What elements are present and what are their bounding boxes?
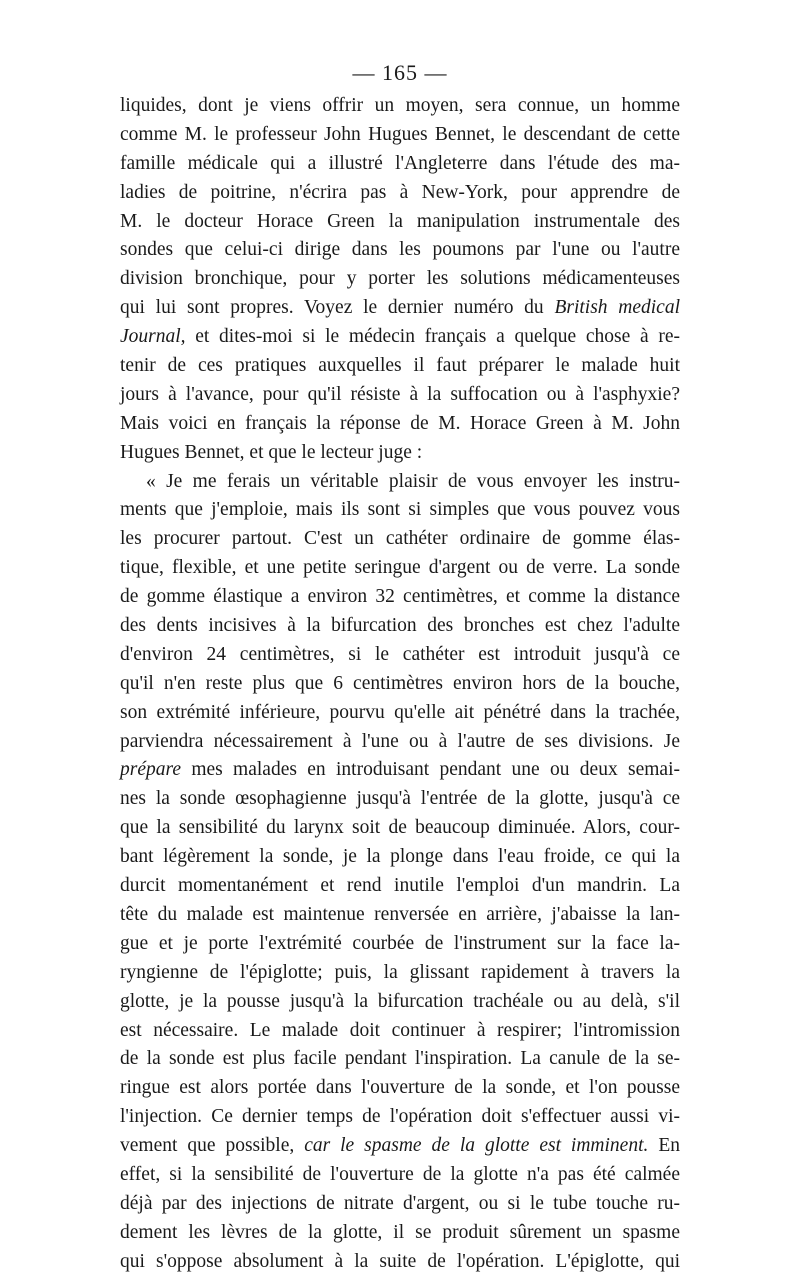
text-segment: nes la sonde œsophagienne jusqu'à l'entrée de la glotte, jusqu'à ce [120,788,680,810]
italic-text: prépare [120,759,182,781]
text-segment: « Je me ferais un véritable plaisir de vous envoyer les instru- [146,470,680,492]
text-line [120,468,680,497]
text-segment: ladies de poitrine, n'écrira pas à New-York, pour apprendre de [120,181,680,203]
text-segment: ringue est alors portée dans l'ouverture de la sonde, et l'on pousse [120,1077,680,1099]
text-segment: les procurer partout. C'est un cathéter ordinaire de gomme élas- [120,528,680,550]
text-segment: de la sonde est plus facile pendant l'inspiration. La canule de la se- [120,1048,680,1070]
text-line [120,728,680,757]
text-segment: ryngienne de l'épiglotte; puis, la glissant rapidement à travers la [120,961,680,983]
text-line [120,756,680,785]
text-line [120,208,680,237]
text-line [120,988,680,1017]
text-line [120,323,680,352]
text-segment: sondes que celui-ci dirige dans les poumons par l'une ou l'autre [120,239,680,261]
text-line [120,1103,680,1132]
text-line [120,352,680,381]
text-segment: famille médicale qui a illustré l'Angleterre dans l'étude des ma- [120,152,680,174]
text-segment: effet, si la sensibilité de l'ouverture de la glotte n'a pas été calmée [120,1163,680,1185]
text-line [120,959,680,988]
text-line [120,814,680,843]
text-segment: Hugues Bennet, et que le lecteur juge : [120,441,423,463]
text-segment: qu'il n'en reste plus que 6 centimètres environ hors de la bouche, [120,672,680,694]
text-segment: comme M. le professeur John Hugues Bennet, le descendant de cette [120,123,680,145]
text-segment: l'injection. Ce dernier temps de l'opération doit s'effectuer aussi vi- [120,1106,680,1128]
italic-text: British medical [554,297,680,319]
text-line [120,612,680,641]
text-segment: division bronchique, pour y porter les solutions médicamenteuses [120,268,680,290]
page-number: — 165 — [352,60,448,85]
text-line [120,439,680,468]
text-segment: tête du malade est maintenue renversée en arrière, j'abaisse la lan- [120,903,680,925]
text-segment: glotte, je la pousse jusqu'à la bifurcation trachéale ou au delà, s'il [120,990,680,1012]
text-segment: tique, flexible, et une petite seringue d'argent ou de verre. La sonde [120,557,680,579]
text-segment: mes malades en introduisant pendant une ou deux semai- [181,759,680,781]
text-segment: ments que j'emploie, mais ils sont si simples que vous pouvez vous [120,499,680,521]
text-segment: Mais voici en français la réponse de M. Horace Green à M. John [120,412,680,434]
text-segment: parviendra nécessairement à l'une ou à l'autre de ses divisions. Je [120,730,680,752]
text-segment: qui lui sont propres. Voyez le dernier numéro du [120,297,555,319]
text-segment: que la sensibilité du larynx soit de beaucoup diminuée. Alors, cour- [120,817,680,839]
text-segment: d'environ 24 centimètres, si le cathéter est introduit jusqu'à ce [120,643,680,665]
text-segment: de gomme élastique a environ 32 centimètres, et comme la distance [120,586,680,608]
text-line [120,265,680,294]
text-segment: gue et je porte l'extrémité courbée de l'instrument sur la face la- [120,932,680,954]
text-line [120,92,680,121]
text-line [120,785,680,814]
text-line [120,121,680,150]
italic-text: car le spasme de la glotte est imminent. [304,1135,649,1157]
text-line [120,843,680,872]
text-line [120,381,680,410]
text-line [120,294,680,323]
text-line [120,670,680,699]
text-segment: M. le docteur Horace Green la manipulation instrumentale des [120,210,680,232]
text-line [120,1074,680,1103]
text-segment: jours à l'avance, pour qu'il résiste à la suffocation ou à l'asphyxie? [120,383,680,405]
text-line [120,236,680,265]
text-line [120,1219,680,1248]
text-segment: qui s'oppose absolument à la suite de l'opération. L'épiglotte, qui [120,1250,680,1272]
text-line [120,1190,680,1219]
italic-text: Journal, [120,326,186,348]
text-segment: dement les lèvres de la glotte, il se produit sûrement un spasme [120,1221,680,1243]
text-line [120,901,680,930]
text-segment: déjà par des injections de nitrate d'argent, ou si le tube touche ru- [120,1192,680,1214]
text-segment: son extrémité inférieure, pourvu qu'elle ait pénétré dans la trachée, [120,701,680,723]
text-segment: bant légèrement la sonde, je la plonge dans l'eau froide, ce qui la [120,846,680,868]
text-segment: est nécessaire. Le malade doit continuer à respirer; l'intromission [120,1019,680,1041]
text-segment: liquides, dont je viens offrir un moyen, sera connue, un homme [120,95,680,116]
text-line [120,1045,680,1074]
text-line [120,1132,680,1161]
text-segment: des dents incisives à la bifurcation des bronches est chez l'adulte [120,615,680,637]
text-line [120,1248,680,1277]
text-segment: En [648,1135,680,1157]
text-line [120,554,680,583]
text-line [120,179,680,208]
text-segment: tenir de ces pratiques auxquelles il faut préparer le malade huit [120,355,680,377]
text-segment: durcit momentanément et rend inutile l'emploi d'un mandrin. La [120,875,680,897]
text-line [120,1161,680,1190]
text-line [120,641,680,670]
text-line [120,699,680,728]
text-line [120,930,680,959]
text-line [120,872,680,901]
text-line [120,410,680,439]
body-text [120,92,680,1277]
text-line [120,583,680,612]
text-segment: vement que possible, [120,1135,305,1157]
text-line [120,150,680,179]
text-segment: et dites-moi si le médecin français a quelque chose à re- [185,326,680,348]
text-line [120,1017,680,1046]
text-line [120,525,680,554]
text-line [120,496,680,525]
